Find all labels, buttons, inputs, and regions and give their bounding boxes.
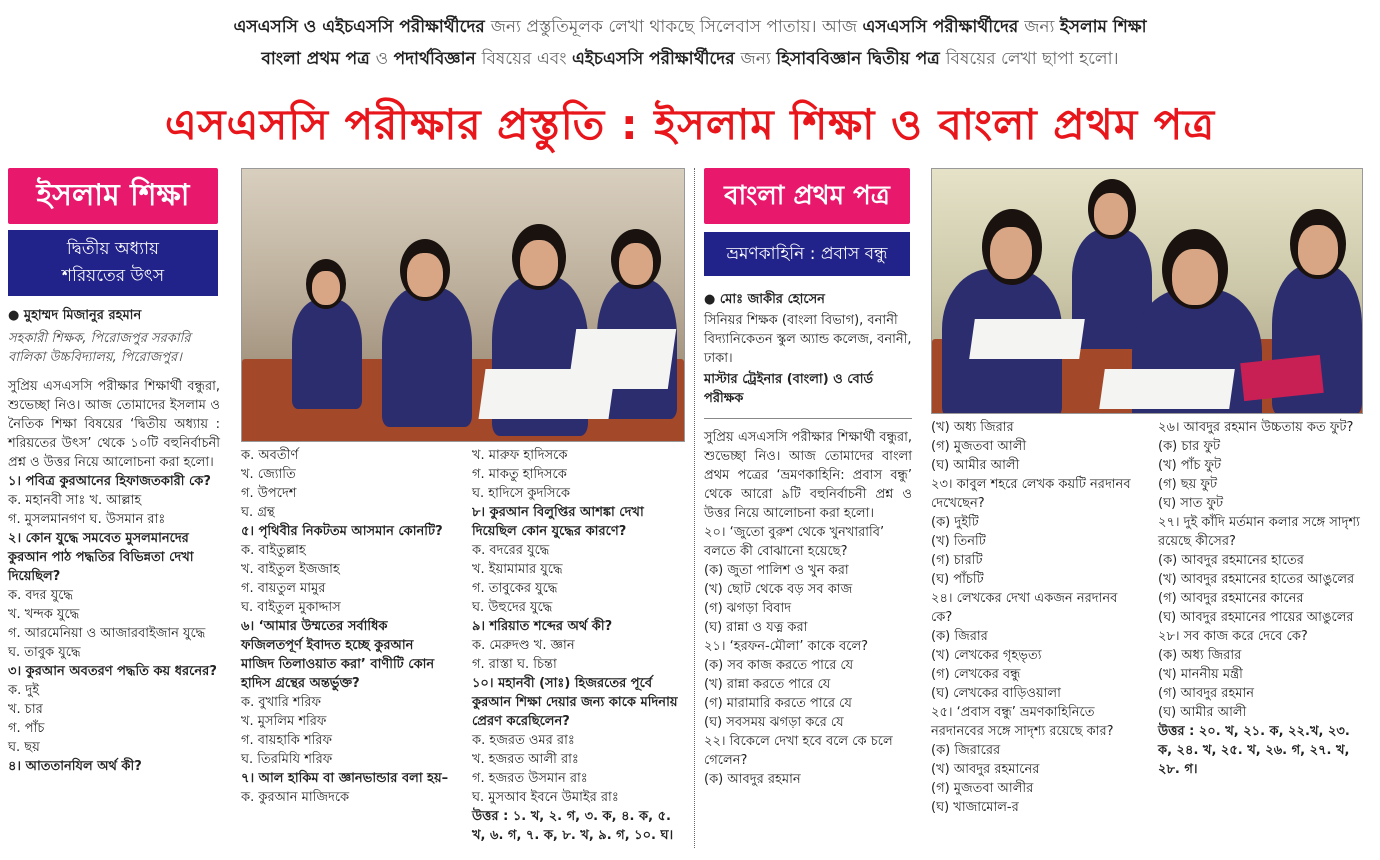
question-text: উত্তর : ১. খ, ২. গ, ৩. ক, ৪. ক, ৫. খ, ৬. গ, ৭. ক, ৮. খ, ৯. গ, ১০. ঘ। <box>472 809 674 843</box>
answer-option: ক. মহানবী সাঃ খ. আল্লাহ <box>8 493 142 508</box>
answer-option: (গ) আবদুর রহমানের কানের <box>1158 591 1304 606</box>
answer-option: ক. অবতীর্ণ <box>241 448 299 463</box>
notice-fragment: জন্য <box>740 49 777 69</box>
answer-option: গ. মুসলমানগণ ঘ. উসমান রাঃ <box>8 512 166 527</box>
page-headline: এসএসসি পরীক্ষার প্রস্তুতি : ইসলাম শিক্ষা ও বাংলা প্রথম পত্র <box>164 100 1216 149</box>
answer-option: গ. তাবুকের যুদ্ধে <box>472 581 558 596</box>
notice-line-1 <box>0 10 1380 44</box>
answer-option: (গ) মারামারি করতে পারে যে <box>704 696 852 711</box>
answer-option: (ঘ) আমীর আলী <box>1158 705 1247 720</box>
bangla-chapter-box: ভ্রমণকাহিনি : প্রবাস বন্ধু <box>704 232 910 276</box>
answer-option: (ক) জুতা পালিশ ও খুন করা <box>704 563 849 578</box>
answer-option: ২১। ‘হরফন-মৌলা’ কাকে বলে? <box>704 639 869 654</box>
bangla-question-column-1 <box>704 523 912 789</box>
answer-option: ঘ. ছয় <box>8 740 40 755</box>
question-text: ৫। পৃথিবীর নিকটতম আসমান কোনটি? <box>241 524 443 539</box>
answer-option: গ. মাকতু হাদিসকে <box>472 467 567 482</box>
answer-option: (খ) অধ্য জিরার <box>931 420 1014 435</box>
answer-option: গ. বায়তুল মামুর <box>241 581 326 596</box>
answer-option: (ঘ) আমীর আলী <box>931 458 1020 473</box>
question-text: ৯। শরিয়াত শব্দের অর্থ কী? <box>472 619 613 634</box>
bangla-question-column-3 <box>1158 418 1362 779</box>
answer-option: (ঘ) সাত ফুট <box>1158 496 1224 511</box>
answer-option: (ক) চার ফুট <box>1158 439 1221 454</box>
answer-option: খ. খন্দক যুদ্ধে <box>8 607 80 622</box>
answer-option: (ঘ) রান্না ও যত্ন করা <box>704 620 808 635</box>
answer-option: ক. মেরুদণ্ড খ. জ্ঞান <box>472 638 575 653</box>
answer-option: ২০। ‘জুতো বুরুশ থেকে খুনখারাবি’ বলতে কী বোঝানো হয়েছে? <box>704 525 885 559</box>
answer-option: (ক) জিরার <box>931 629 988 644</box>
islam-question-column-1 <box>8 472 220 776</box>
answer-option: ২৬। আবদুর রহমান উচ্চতায় কত ফুট? <box>1158 420 1354 435</box>
answer-option: খ. জ্যোতি <box>241 467 296 482</box>
question-text: ৩। কুরআন অবতরণ পদ্ধতি কয় ধরনের? <box>8 664 217 679</box>
section-divider <box>694 168 695 848</box>
answer-option: (গ) ছয় ফুট <box>1158 477 1218 492</box>
answer-option: (গ) মুজতবা আলীর <box>931 781 1034 796</box>
answer-option: ক. দুই <box>8 683 39 698</box>
islam-chapter-line2: শরিয়তের উৎস <box>61 266 165 286</box>
bangla-designation: সিনিয়র শিক্ষক (বাংলা বিভাগ), বনানী বিদ্যানিকেতন স্কুল অ্যান্ড কলেজ, বনানী, ঢাকা। <box>704 313 912 366</box>
answer-option: (খ) আবদুর রহমানের <box>931 762 1040 777</box>
bangla-section-title: বাংলা প্রথম পত্র <box>704 168 910 224</box>
answer-option: (খ) লেখকের গৃহভৃত্য <box>931 648 1042 663</box>
notice-fragment: জন্য <box>1024 17 1060 37</box>
bangla-rule <box>704 418 912 419</box>
notice-fragment: পদার্থবিজ্ঞান <box>393 49 482 69</box>
answer-option: (গ) লেখকের বন্ধু <box>931 667 1021 682</box>
answer-option: ঘ. উহুদের যুদ্ধে <box>472 600 553 615</box>
question-text: ৬। ‘আমার উম্মতের সর্বাধিক ফজিলতপূর্ণ ইবাদত হচ্ছে কুরআন মাজিদ তিলাওয়াত করা’ বাণীটি কোন হাদিস গ্রন্থের অন্তর্ভুক্ত? <box>241 619 435 691</box>
answer-option: (ক) আবদুর রহমানের হাতের <box>1158 553 1304 568</box>
answer-option: (ক) আবদুর রহমান <box>704 772 801 787</box>
question-text: ৭। আল হাকিম বা জ্ঞানভান্ডার বলা হয়– <box>241 771 449 786</box>
answer-option: ক. বদরের যুদ্ধে <box>472 543 550 558</box>
answer-option: ক. বদর যুদ্ধে <box>8 588 73 603</box>
answer-option: খ. মুসলিম শরিফ <box>241 714 327 729</box>
answer-option: ঘ. তিরমিযি শরিফ <box>241 752 333 767</box>
answer-option: (ক) দুইটি <box>931 515 979 530</box>
answer-option: গ. বায়হাকি শরিফ <box>241 733 333 748</box>
answer-option: (খ) রান্না করতে পারে যে <box>704 677 831 692</box>
answer-option: (ক) জিরারের <box>931 743 1001 758</box>
answer-option: খ. ইয়ামামার যুদ্ধে <box>472 562 563 577</box>
question-text: ১০। মহানবী (সাঃ) হিজরতের পূর্বে কুরআন শিক্ষা দেয়ার জন্য কাকে মদিনায় প্রেরণ করেছিলেন? <box>472 676 678 729</box>
answer-option: ঘ. গ্রন্থ <box>241 505 275 520</box>
answer-option: খ. হজরত আলী রাঃ <box>472 752 579 767</box>
answer-option: ক. কুরআন মাজিদকে <box>241 790 350 805</box>
answer-option: ২৭। দুই কাঁদি মর্তমান কলার সঙ্গে সাদৃশ্য রয়েছে কীসের? <box>1158 515 1360 549</box>
notice-fragment: এসএসসি ও এইচএসসি পরীক্ষার্থীদের <box>233 17 491 37</box>
notice-fragment: এইচএসসি পরীক্ষার্থীদের <box>572 49 741 69</box>
bangla-designation-2: মাস্টার ট্রেইনার (বাংলা) ও বোর্ড পরীক্ষক <box>704 372 874 406</box>
notice-line-2 <box>0 42 1380 76</box>
answer-option: খ. চার <box>8 702 43 717</box>
notice-fragment: বিষয়ের লেখা ছাপা হলো। <box>945 49 1119 69</box>
answer-option: ঘ. মুসআব ইবনে উমাইর রাঃ <box>472 790 619 805</box>
notice-fragment: হিসাববিজ্ঞান দ্বিতীয় পত্র <box>776 49 946 69</box>
bangla-author: ● মোঃ জাকীর হোসেন <box>704 292 825 307</box>
answer-option: (গ) আবদুর রহমান <box>1158 686 1255 701</box>
notice-fragment: ও <box>375 49 394 69</box>
answer-option: (ঘ) আবদুর রহমানের পায়ের আঙুলের <box>1158 610 1354 625</box>
answer-option: গ. পাঁচ <box>8 721 45 736</box>
question-text: উত্তর : ২০. খ, ২১. ক, ২২.খ, ২৩. ক, ২৪. খ, ২৫. খ, ২৬. গ, ২৭. খ, ২৮. গ। <box>1158 724 1350 777</box>
answer-option: ২২। বিকেলে দেখা হবে বলে কে চলে গেলেন? <box>704 734 893 768</box>
answer-option: গ. হজরত উসমান রাঃ <box>472 771 588 786</box>
islam-chapter-box <box>8 230 218 296</box>
answer-option: (ক) সব কাজ করতে পারে যে <box>704 658 854 673</box>
islam-designation: সহকারী শিক্ষক, পিরোজপুর সরকারি বালিকা উচ্চবিদ্যালয়, পিরোজপুর। <box>8 331 191 365</box>
answer-option: ঘ. বাইতুল মুকাদ্দাস <box>241 600 341 615</box>
question-text: ৪। আততানযিল অর্থ কী? <box>8 759 142 774</box>
notice-fragment: জন্য প্রস্তুতিমূলক লেখা থাকছে সিলেবাস পাতায়। আজ <box>490 17 863 37</box>
answer-option: (ঘ) পাঁচটি <box>931 572 984 587</box>
answer-option: (খ) পাঁচ ফুট <box>1158 458 1222 473</box>
question-text: ৮। কুরআন বিলুপ্তির আশঙ্কা দেখা দিয়েছিল কোন যুদ্ধের কারণে? <box>472 505 644 539</box>
islam-intro: সুপ্রিয় এসএসসি পরীক্ষার শিক্ষার্থী বন্ধুরা, শুভেচ্ছা নিও। আজ তোমাদের ইসলাম ও নৈতিক শিক্ষা বিষয়ের ‘দ্বিতীয় অধ্যায় : শরিয়তের উৎস’ থেকে ১০টি বহুনির্বাচনী প্রশ্ন ও উত্তর নিয়ে আলোচনা করা হলো। <box>8 379 220 470</box>
notice-fragment: ইসলাম শিক্ষা <box>1059 17 1147 37</box>
islam-chapter-line1: দ্বিতীয় অধ্যায় <box>66 239 160 259</box>
answer-option: ২৫। ‘প্রবাস বন্ধু’ ভ্রমণকাহিনিতে নরদানবের সঙ্গে সাদৃশ্য রয়েছে কার? <box>931 705 1114 739</box>
answer-option: (গ) ঝগড়া বিবাদ <box>704 601 792 616</box>
answer-option: গ. উপদেশ <box>241 486 297 501</box>
answer-option: খ. মারুফ হাদিসকে <box>472 448 568 463</box>
notice-fragment: বিষয়ের এবং <box>481 49 572 69</box>
answer-option: (খ) মাননীয় মন্ত্রী <box>1158 667 1243 682</box>
notice-fragment: বাংলা প্রথম পত্র <box>261 49 376 69</box>
bangla-question-column-2 <box>931 418 1141 817</box>
answer-option: (ঘ) সবসময় ঝগড়া করে যে <box>704 715 844 730</box>
answer-option: (গ) মুজতবা আলী <box>931 439 1027 454</box>
answer-option: ক. হজরত ওমর রাঃ <box>472 733 575 748</box>
islam-section-title: ইসলাম শিক্ষা <box>8 168 218 224</box>
answer-option: ক. বাইতুল্লাহ <box>241 543 306 558</box>
answer-option: ২৩। কাবুল শহরে লেখক কয়টি নরদানব দেখেছেন? <box>931 477 1131 511</box>
islam-author: ● মুহাম্মদ মিজানুর রহমান <box>8 308 142 323</box>
islam-question-column-2 <box>241 446 451 807</box>
answer-option: খ. বাইতুল ইজজাহ <box>241 562 340 577</box>
answer-option: (খ) তিনটি <box>931 534 986 549</box>
answer-option: (খ) ছোট থেকে বড় সব কাজ <box>704 582 853 597</box>
answer-option: (ঘ) লেখকের বাড়িওয়ালা <box>931 686 1061 701</box>
answer-option: (ক) অধ্য জিরার <box>1158 648 1242 663</box>
notice-fragment: এসএসসি পরীক্ষার্থীদের <box>862 17 1025 37</box>
answer-option: গ. রাস্তা ঘ. চিন্তা <box>472 657 557 672</box>
answer-option: গ. আরমেনিয়া ও আজারবাইজান যুদ্ধে ঘ. তাবুক যুদ্ধে <box>8 626 206 660</box>
answer-option: ২৪। লেখকের দেখা একজন নরদানব কে? <box>931 591 1118 625</box>
answer-option: ২৮। সব কাজ করে দেবে কে? <box>1158 629 1308 644</box>
question-text: ১। পবিত্র কুরআনের হিফাজতকারী কে? <box>8 474 211 489</box>
bangla-intro: সুপ্রিয় এসএসসি পরীক্ষার শিক্ষার্থী বন্ধুরা, শুভেচ্ছা নিও। আজ তোমাদের বাংলা প্রথম পত্রের ‘ভ্রমণকাহিনি: প্রবাস বন্ধু’ থেকে আরো ৯টি বহুনির্বাচনী প্রশ্ন ও উত্তর নিয়ে আলোচনা করা হলো। <box>704 430 912 521</box>
question-text: ২। কোন যুদ্ধে সমবেত মুসলমানদের কুরআন পাঠ পদ্ধতির বিভিন্নতা দেখা দিয়েছিল? <box>8 531 194 584</box>
answer-option: (গ) চারটি <box>931 553 983 568</box>
exam-hall-photo-1 <box>241 168 685 442</box>
answer-option: (ঘ) খাজামোল-র <box>931 800 1019 815</box>
exam-hall-photo-2 <box>931 168 1363 414</box>
answer-option: ক. বুখারি শরিফ <box>241 695 321 710</box>
answer-option: (খ) আবদুর রহমানের হাতের আঙুলের <box>1158 572 1355 587</box>
answer-option: ঘ. হাদিসে কুদসিকে <box>472 486 570 501</box>
islam-question-column-3 <box>472 446 684 845</box>
